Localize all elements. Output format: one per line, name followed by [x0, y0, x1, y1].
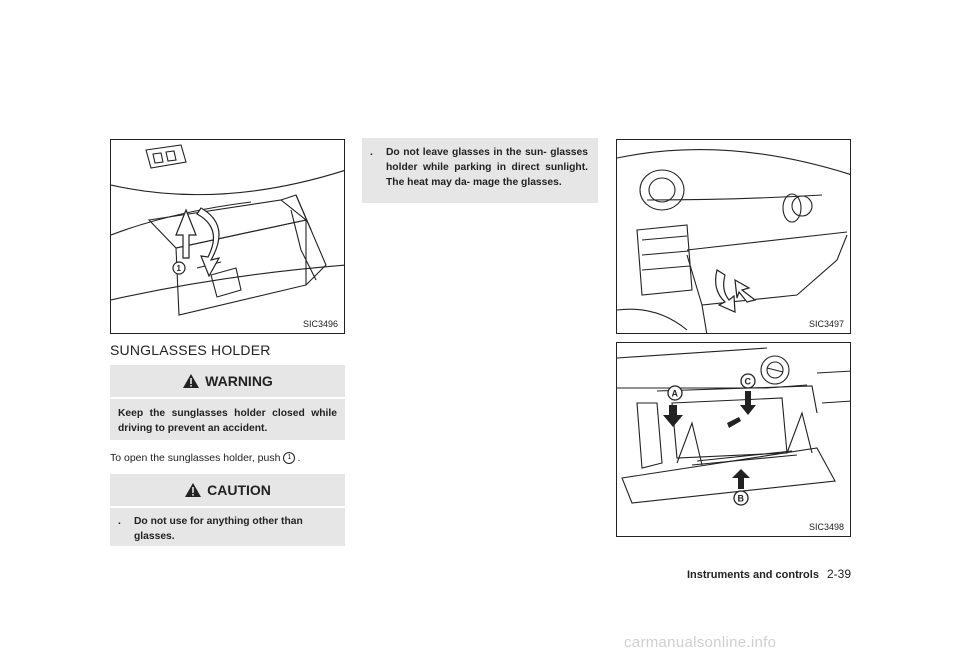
figure-caption: SIC3496 — [302, 319, 338, 329]
warning-triangle-icon — [184, 482, 202, 498]
fig1-marker: 1 — [176, 264, 181, 273]
body-text-end: . — [297, 452, 301, 464]
warning-triangle-icon — [182, 373, 200, 389]
figure-caption: SIC3498 — [808, 522, 844, 532]
marker-a: A — [671, 388, 678, 399]
section-heading: SUNGLASSES HOLDER — [110, 342, 271, 358]
item-marker: 1 — [283, 452, 295, 464]
caution-bullet — [118, 514, 337, 544]
caution-bullet — [370, 145, 588, 190]
caution-bullet-text: Do not use for anything other than glasses. — [134, 516, 303, 542]
page-footer — [687, 567, 851, 581]
warning-title-box — [110, 365, 345, 397]
glove-box-open-illustration — [617, 343, 851, 537]
sunglasses-holder-illustration — [111, 140, 345, 334]
watermark: carmanualsonline.info — [624, 634, 777, 651]
caution-box — [110, 508, 345, 546]
warning-text: Keep the sunglasses holder closed while driving to prevent an accident. — [110, 399, 345, 440]
caution-title-box — [110, 474, 345, 506]
figure-caption: SIC3497 — [808, 319, 844, 329]
figure-glove-box-open — [616, 342, 851, 537]
figure-glove-box — [616, 139, 851, 334]
caution-bullet-text: Do not leave glasses in the sun- glasses holder while parking in direct sunlight. The heat may da- mage the glasses. — [386, 147, 588, 188]
body-paragraph — [110, 452, 300, 464]
caution-box-continued — [362, 138, 598, 203]
footer-section-title: Instruments and controls — [686, 569, 819, 581]
page-number: 2-39 — [826, 567, 851, 581]
caution-title: CAUTION — [207, 482, 271, 498]
marker-b: B — [737, 493, 744, 504]
body-text: To open the sunglasses holder, push — [110, 452, 281, 464]
glove-box-illustration — [617, 140, 851, 334]
bullet-marker: . — [118, 516, 121, 527]
bullet-marker: . — [370, 147, 373, 158]
figure-sunglasses-holder — [110, 139, 345, 334]
warning-title: WARNING — [205, 373, 273, 389]
marker-c: C — [744, 376, 751, 387]
